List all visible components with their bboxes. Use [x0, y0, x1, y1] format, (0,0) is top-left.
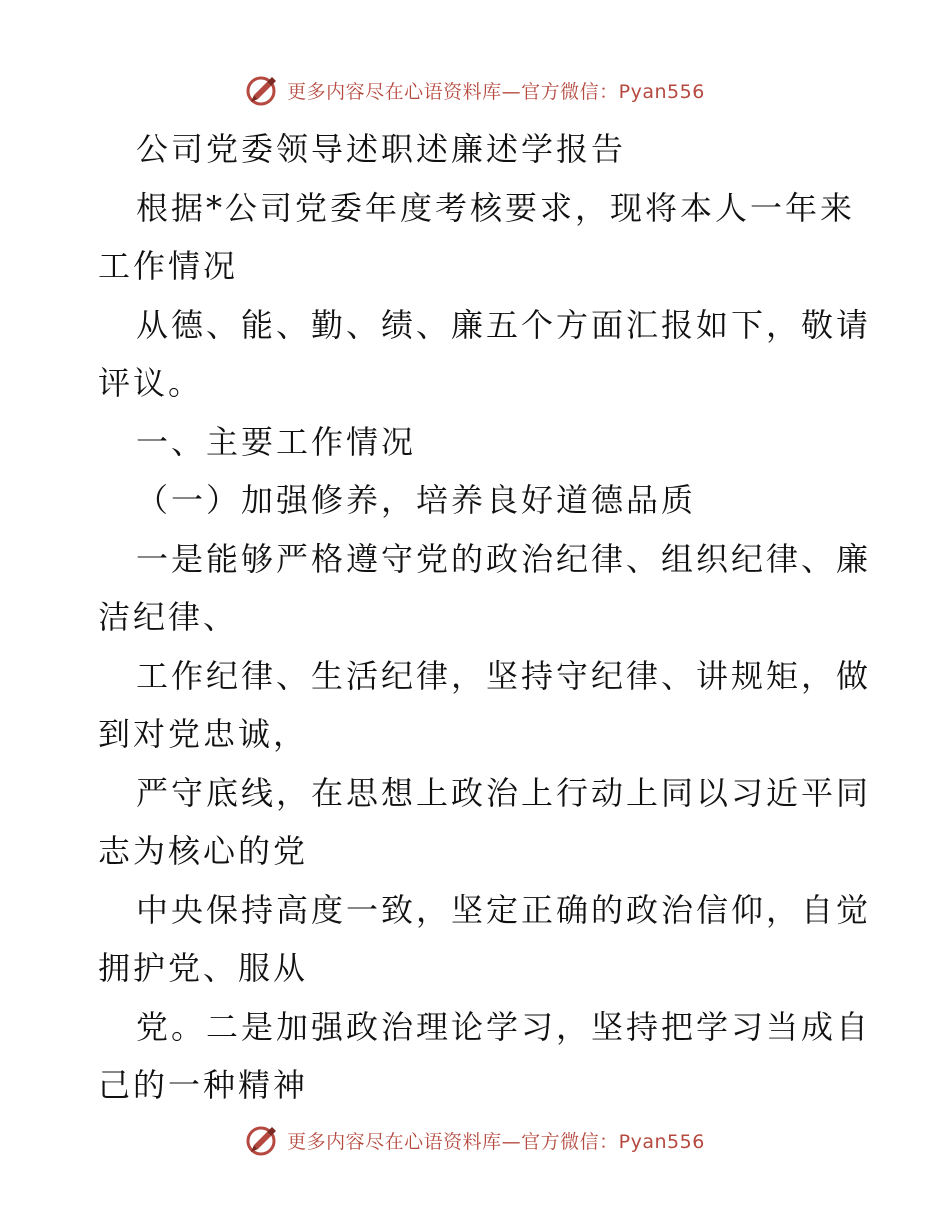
text-line: 一是能够严格遵守党的政治纪律、组织纪律、廉	[136, 539, 872, 578]
text-line: 评议。	[98, 364, 204, 402]
text-line: 洁纪律、	[98, 598, 239, 636]
text-line: 到对党忠诚，	[98, 715, 309, 753]
text-line: 中央保持高度一致，坚定正确的政治信仰，自觉	[136, 890, 872, 929]
text-line: 从德、能、勤、绩、廉五个方面汇报如下，敬请	[136, 305, 872, 344]
text-line: 志为核心的党	[98, 832, 309, 870]
text-line: 严守底线，在思想上政治上行动上同以习近平同	[136, 773, 872, 812]
document-title: 公司党委领导述职述廉述学报告	[136, 130, 627, 168]
text-line: 一、主要工作情况	[136, 422, 417, 461]
text-line: 工作情况	[98, 247, 239, 285]
watermark-footer	[0, 1120, 950, 1160]
pen-logo-icon	[245, 73, 279, 107]
text-line: 工作纪律、生活纪律，坚持守纪律、讲规矩，做	[136, 656, 872, 695]
text-line: 党。二是加强政治理论学习，坚持把学习当成自	[136, 1007, 872, 1046]
watermark-text: 更多内容尽在心语资料库—官方微信：Pyan556	[287, 80, 705, 103]
text-line: 拥护党、服从	[98, 949, 309, 987]
watermark-header	[0, 70, 950, 110]
watermark-text: 更多内容尽在心语资料库—官方微信：Pyan556	[287, 1130, 705, 1153]
pen-logo-icon	[245, 1123, 279, 1157]
document-body	[98, 120, 872, 1115]
text-line: 根据*公司党委年度考核要求，现将本人一年来	[136, 188, 856, 227]
text-line: （一）加强修养，培养良好道德品质	[136, 481, 697, 519]
text-line: 己的一种精神	[98, 1066, 309, 1104]
